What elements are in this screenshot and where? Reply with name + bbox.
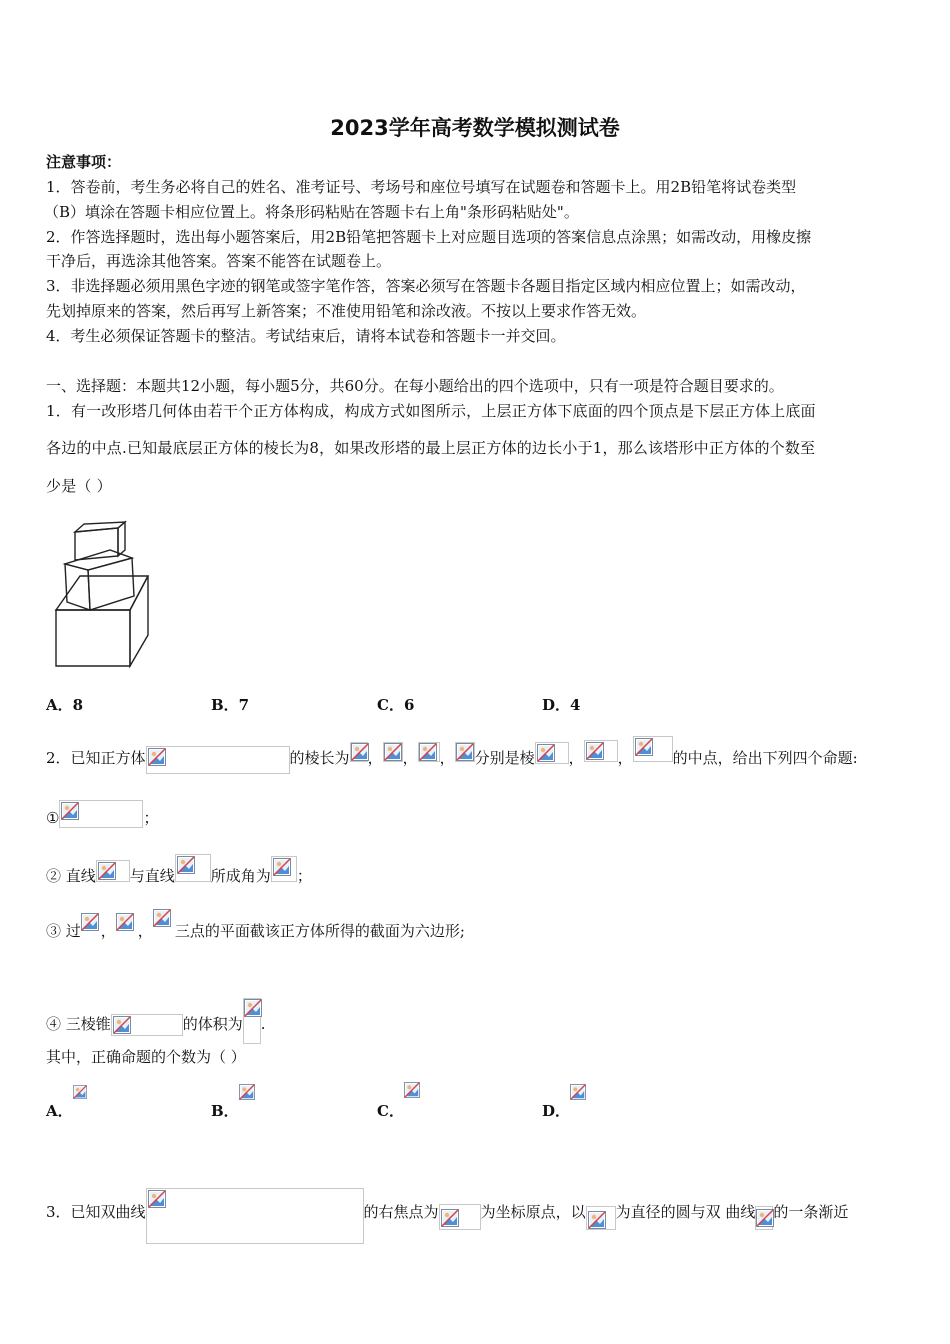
- formula-image: [755, 1206, 773, 1230]
- formula-image: [535, 742, 569, 764]
- section-heading: 一、选择题：本题共12小题，每小题5分，共60分。在每小题给出的四个选项中，只有一项是符合题目要求的。: [46, 377, 784, 395]
- q2-text: ①: [46, 809, 60, 827]
- broken-image-icon: [81, 913, 99, 931]
- q2-text: ，: [367, 749, 383, 767]
- q2-text: ，: [100, 922, 116, 940]
- broken-image-icon: [404, 1080, 420, 1100]
- notice-line: （B）填涂在答题卡相应位置上。将条形码粘贴在答题卡右上角"条形码粘贴处"。: [44, 203, 579, 221]
- broken-image-icon: [537, 744, 555, 762]
- notice-line: 1．答卷前，考生务必将自己的姓名、准考证号、考场号和座位号填写在试题卷和答题卡上。用2B铅笔将试卷类型: [46, 178, 797, 196]
- q2-text: 2．已知正方体: [46, 749, 146, 767]
- cube-tower-figure: [50, 520, 155, 670]
- option-label: C．: [377, 1102, 404, 1120]
- formula-image: [146, 1188, 364, 1244]
- question-2-ask: 其中，正确命题的个数为（ ）: [46, 1048, 246, 1066]
- broken-image-icon: [635, 738, 653, 756]
- broken-image-icon: [456, 743, 474, 761]
- formula-image: [81, 913, 101, 933]
- q2-text: ，: [568, 749, 584, 767]
- broken-image-icon: [419, 743, 437, 761]
- q2-text: 所成角为: [210, 867, 271, 885]
- option-b[interactable]: [211, 1080, 255, 1120]
- q2-text: 的棱长为: [289, 749, 350, 767]
- broken-image-icon: [148, 1190, 166, 1208]
- notice-line: 4．考生必须保证答题卡的整洁。考试结束后，请将本试卷和答题卡一并交回。: [46, 327, 566, 345]
- notice-line: 3．非选择题必须用黑色字迹的钢笔或签字笔作答，答案必须写在答题卡各题目指定区域内相应位置上；如需改动，: [46, 277, 806, 295]
- q2-text: ④ 三棱锥: [46, 1015, 111, 1033]
- formula-image: [418, 742, 440, 762]
- formula-image: [111, 1014, 183, 1036]
- page-title: 2023学年高考数学模拟测试卷: [330, 116, 620, 140]
- broken-image-icon: [116, 913, 134, 931]
- broken-image-icon: [351, 743, 369, 761]
- q3-text: 3．已知双曲线: [46, 1203, 146, 1221]
- question-1-line: 1．有一改形塔几何体由若干个正方体构成，构成方式如图所示，上层正方体下底面的四个顶点是下层正方体上底面: [46, 402, 816, 420]
- formula-image: [455, 742, 475, 762]
- option-label: A．: [46, 1102, 73, 1120]
- formula-image: [633, 736, 673, 762]
- option-d[interactable]: D．4: [542, 696, 581, 714]
- q2-text: ；: [143, 809, 159, 827]
- formula-image: [350, 742, 368, 762]
- q2-text: ，: [402, 749, 418, 767]
- formula-image: [116, 913, 138, 933]
- broken-image-icon: [148, 748, 166, 766]
- q2-text: ② 直线: [46, 867, 96, 885]
- broken-image-icon: [177, 856, 195, 874]
- broken-image-icon: [239, 1082, 255, 1102]
- option-label: D．: [542, 1102, 571, 1120]
- q2-text: .: [260, 1015, 266, 1033]
- option-b[interactable]: B．7: [211, 696, 250, 714]
- broken-image-icon: [273, 858, 291, 876]
- q2-text: 三点的平面截该正方体所得的截面为六边形;: [174, 922, 465, 940]
- question-1-line: 少是（ ）: [46, 477, 112, 495]
- formula-image: [383, 742, 403, 762]
- broken-image-icon: [570, 1082, 586, 1102]
- q2-text: ，: [137, 922, 153, 940]
- notice-line: 2．作答选择题时，选出每小题答案后，用2B铅笔把答题卡上对应题目选项的答案信息点涂黑；如需改动，用橡皮擦: [46, 228, 812, 246]
- formula-image: [175, 854, 211, 882]
- statement-3: [46, 917, 465, 941]
- formula-image: [243, 998, 261, 1044]
- q3-text: 为坐标原点，以: [480, 1203, 586, 1221]
- q2-text: 分别是棱: [474, 749, 535, 767]
- formula-image: [59, 800, 143, 828]
- q2-text: ，: [439, 749, 455, 767]
- q2-text: ③ 过: [46, 922, 81, 940]
- option-c[interactable]: [377, 1078, 420, 1120]
- question-3-stem: [46, 1166, 848, 1222]
- notice-heading: 注意事项：: [46, 153, 122, 171]
- q3-text: 的一条渐近: [773, 1203, 849, 1221]
- q3-text: 的右焦点为: [363, 1203, 439, 1221]
- broken-image-icon: [586, 742, 604, 760]
- broken-image-icon: [756, 1209, 774, 1227]
- formula-image: [586, 1206, 616, 1230]
- broken-image-icon: [244, 999, 262, 1017]
- formula-image: [96, 860, 130, 882]
- broken-image-icon: [384, 743, 402, 761]
- broken-image-icon: [441, 1209, 459, 1227]
- formula-image: [153, 909, 175, 933]
- notice-line: 先划掉原来的答案，然后再写上新答案；不准使用铅笔和涂改液。不按以上要求作答无效。: [46, 302, 647, 320]
- broken-image-icon: [153, 909, 171, 927]
- q2-text: ；: [296, 867, 312, 885]
- broken-image-icon: [113, 1016, 131, 1034]
- q2-text: 与直线: [129, 867, 175, 885]
- option-a[interactable]: A．8: [46, 696, 84, 714]
- q2-text: ，: [617, 749, 633, 767]
- formula-image: [271, 856, 297, 882]
- broken-image-icon: [61, 802, 79, 820]
- option-a[interactable]: [46, 1080, 87, 1120]
- q2-text: 的体积为: [182, 1015, 243, 1033]
- formula-image: [439, 1204, 481, 1230]
- broken-image-icon: [588, 1211, 606, 1229]
- formula-image: [584, 740, 618, 762]
- option-c[interactable]: C．6: [377, 696, 415, 714]
- notice-line: 干净后，再选涂其他答案。答案不能答在试题卷上。: [46, 252, 392, 270]
- statement-4: [46, 988, 266, 1034]
- statement-2: [46, 858, 312, 886]
- question-1-line: 各边的中点.已知最底层正方体的棱长为8，如果改形塔的最上层正方体的边长小于1，那么该塔形中正方体的个数至: [46, 439, 816, 457]
- q3-text: 为直径的圆与双 曲线: [615, 1203, 756, 1221]
- broken-image-icon: [98, 862, 116, 880]
- formula-image: [146, 746, 290, 774]
- question-2-stem: [46, 740, 858, 768]
- broken-image-icon: [73, 1082, 87, 1102]
- option-d[interactable]: [542, 1080, 586, 1120]
- statement-1: [46, 800, 158, 828]
- q2-text: 的中点，给出下列四个命题:: [672, 749, 858, 767]
- option-label: B．: [211, 1102, 239, 1120]
